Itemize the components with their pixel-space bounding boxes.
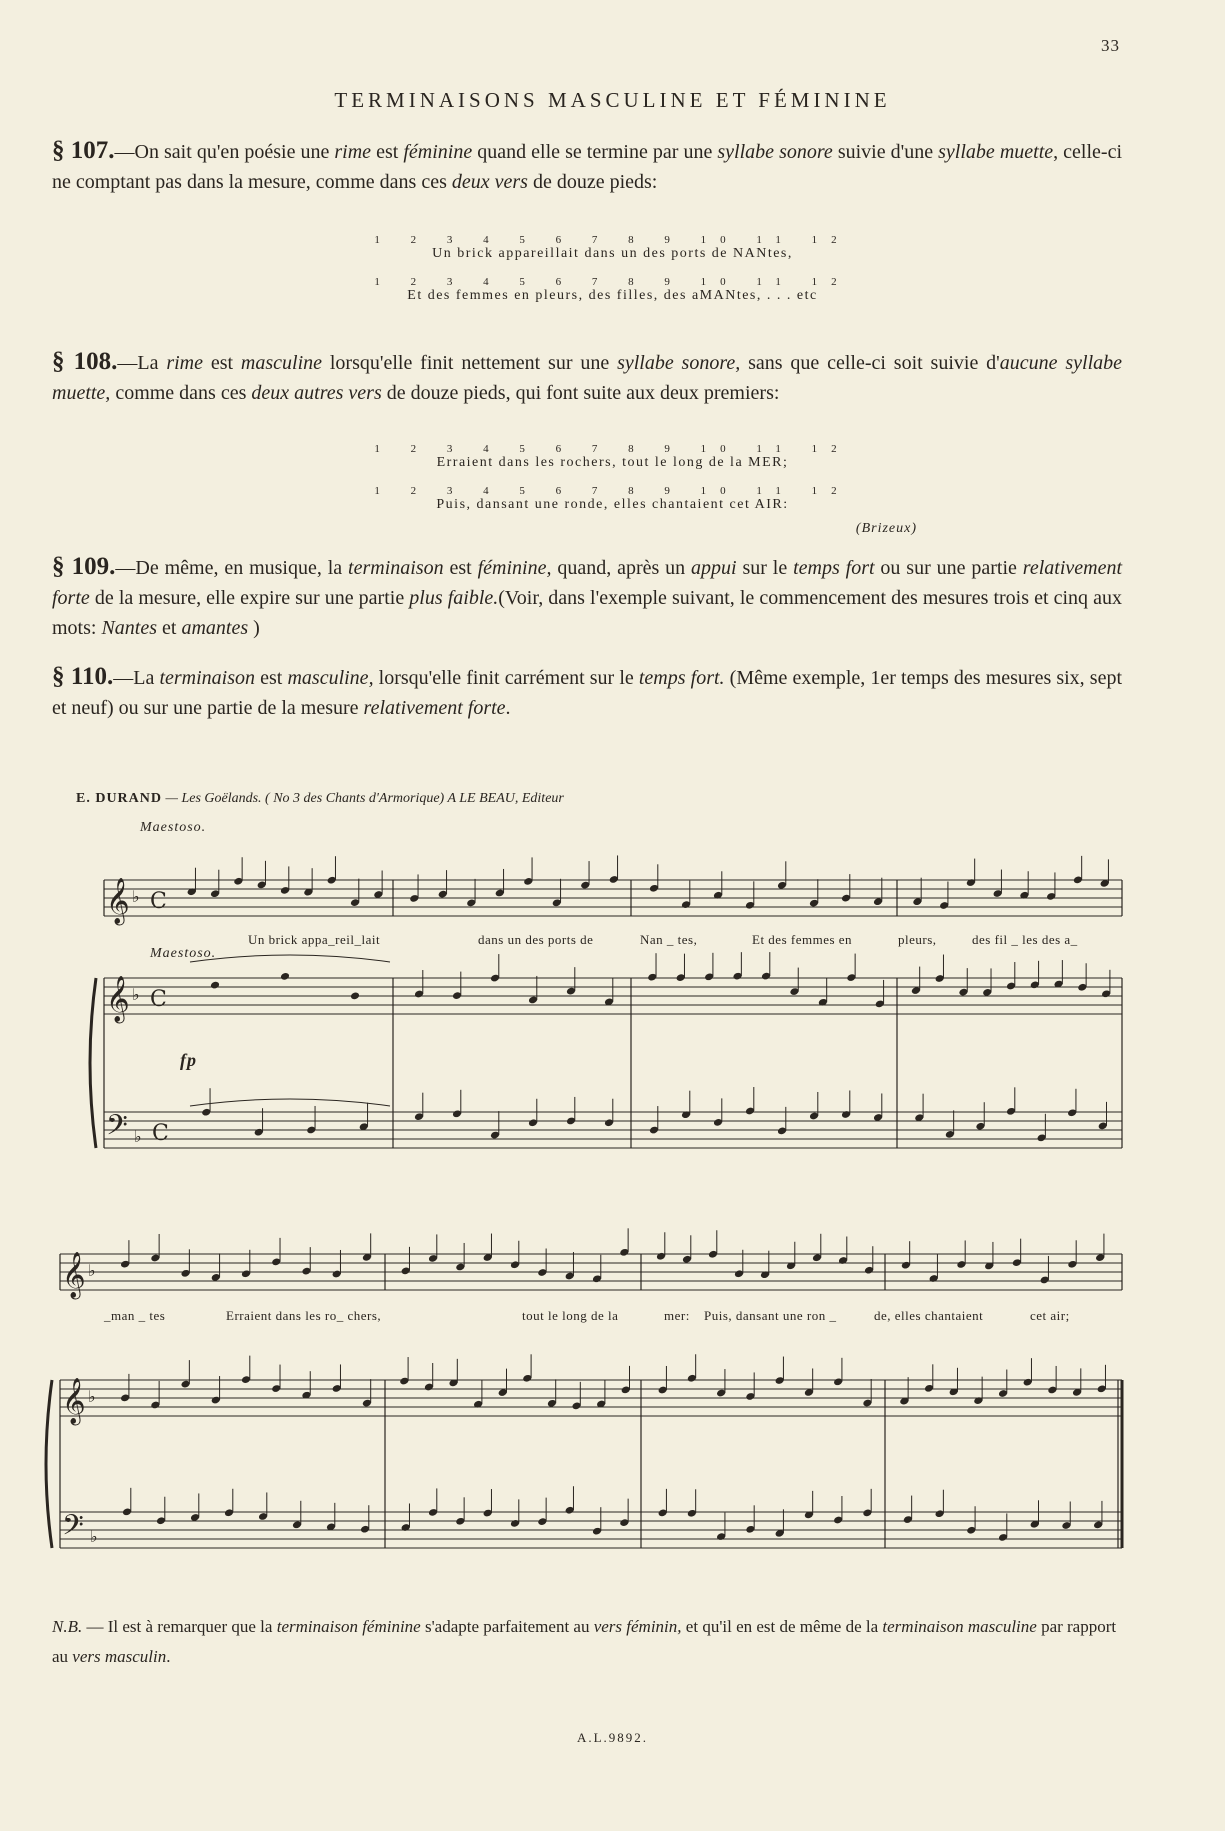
text-run: ) [248, 617, 260, 639]
text-run: quand elle se termine par une [472, 141, 718, 163]
time-signature: C [150, 987, 167, 1012]
treble-clef-icon: 𝄞 [62, 1252, 86, 1298]
syllable-numbers: 1 2 3 4 5 6 7 8 9 10 11 12 [374, 443, 851, 455]
syllable-numbers: 1 2 3 4 5 6 7 8 9 10 11 12 [374, 276, 851, 288]
lyric: mer: [664, 1308, 690, 1323]
text-run: est [443, 557, 478, 579]
page-number: 33 [1101, 36, 1120, 55]
text-run: —De même, en musique, la [115, 557, 349, 579]
note-head [280, 972, 290, 981]
text-run: lorsqu'elle finit carrément sur le [373, 667, 639, 689]
italic-run: terminaison [348, 557, 444, 579]
section-number: § 109. [52, 553, 116, 580]
italic-run: masculine [240, 352, 322, 374]
flat-icon: ♭ [134, 1127, 142, 1146]
italic-run: relativement forte [52, 557, 1122, 609]
flat-icon: ♭ [132, 887, 140, 906]
text-run: et qu'il en est de même de la [681, 1617, 883, 1636]
italic-run: relativement forte [363, 697, 506, 719]
italic-run: féminine [403, 141, 473, 163]
italic-run: temps fort. [638, 667, 725, 689]
flat-icon: ♭ [90, 1527, 98, 1546]
section-number: § 107. [52, 137, 115, 164]
verse-line: Erraient dans les rochers, tout le long de la MER; [436, 455, 789, 470]
slur [190, 1099, 390, 1106]
italic-run: appui [691, 557, 737, 579]
verse-line: Puis, dansant une ronde, elles chantaient cet AIR: [436, 497, 789, 512]
text-run: de la mesure, elle expire sur une partie [89, 587, 410, 609]
italic-run: aucune syllabe muette, [52, 352, 1123, 404]
lyric: des fil _ les des a_ [972, 932, 1078, 947]
text-run: sans que celle-ci soit suivie d' [740, 352, 1000, 374]
lyric: Erraient dans les ro_ chers, [226, 1308, 382, 1323]
lyric: _man _ tes [104, 1308, 166, 1323]
italic-run: rime [334, 141, 372, 163]
flat-icon: ♭ [88, 1387, 96, 1406]
piano-brace [90, 978, 96, 1148]
treble-clef-icon: 𝄞 [106, 976, 130, 1022]
text-run: et [157, 617, 182, 639]
italic-run: syllabe muette [938, 141, 1054, 163]
text-run: (Même exemple, 1er temps des mesures six, sept et neuf) ou sur une partie de la mesure [52, 667, 1123, 719]
lyric: Et des femmes en [752, 932, 853, 947]
italic-run: rime [166, 352, 203, 374]
lyric: Puis, dansant une ron _ [704, 1308, 837, 1323]
lyric: dans un des ports de [478, 932, 594, 947]
note-head [350, 991, 360, 1000]
verse-line: Et des femmes en pleurs, des filles, des aMANtes, . . . etc [407, 288, 818, 303]
verse-line: Un brick appareillait dans un des ports de NANtes, [432, 246, 793, 261]
page-title: TERMINAISONS MASCULINE ET FÉMININE [334, 88, 891, 112]
text-run: quand, après un [551, 557, 692, 579]
lyric: tout le long de la [522, 1308, 619, 1323]
time-signature: C [150, 889, 167, 914]
syllable-numbers: 1 2 3 4 5 6 7 8 9 10 11 12 [374, 234, 851, 246]
syllable-numbers: 1 2 3 4 5 6 7 8 9 10 11 12 [374, 485, 851, 497]
italic-run: deux autres vers [251, 382, 382, 404]
italic-run: vers féminin, [593, 1617, 682, 1636]
italic-run: plus faible. [409, 587, 499, 609]
text-run: de douze pieds: [527, 171, 658, 193]
text-run: . [505, 697, 511, 719]
work-title: — Les Goëlands. ( No 3 des Chants d'Armorique) A LE BEAU, Editeur [165, 791, 564, 806]
text-run: (Voir, dans l'exemple suivant, le commencement des mesures trois et cinq aux mots: [52, 587, 1123, 639]
composer: E. DURAND [76, 791, 162, 806]
treble-clef-icon: 𝄞 [62, 1378, 86, 1424]
text-run: de douze pieds, qui font suite aux deux premiers: [381, 382, 780, 404]
italic-run: masculine, [287, 667, 374, 689]
text-run: — Il est à remarquer que la [82, 1617, 277, 1636]
tempo-piano: Maestoso. [150, 946, 217, 961]
text-run: comme dans ces [110, 382, 252, 404]
text-run: est [371, 141, 404, 163]
italic-run: terminaison féminine [276, 1617, 421, 1636]
text-run: sur le [736, 557, 794, 579]
dynamic-marking: fp [180, 1050, 197, 1070]
italic-run: syllabe sonore [717, 141, 833, 163]
italic-run: vers masculin [72, 1647, 167, 1666]
text-run: suivie d'une [832, 141, 939, 163]
text-run: . [166, 1647, 171, 1666]
lyric: de, elles chantaient [874, 1308, 984, 1323]
text-run: s'adapte parfaitement au [420, 1617, 594, 1636]
text-run: —La [117, 352, 167, 374]
text-run: —On sait qu'en poésie une [114, 141, 335, 163]
treble-clef-icon: 𝄞 [106, 878, 130, 924]
bass-clef-icon: 𝄢 [62, 1509, 84, 1549]
italic-run: amantes [181, 617, 249, 639]
tempo-voice: Maestoso. [140, 820, 207, 835]
text-run: est [202, 352, 241, 374]
italic-run: féminine, [477, 557, 552, 579]
bass-clef-icon: 𝄢 [106, 1109, 128, 1149]
lyric: Nan _ tes, [640, 932, 698, 947]
text-run: , celle-ci ne comptant pas dans la mesure, comme dans ces [52, 141, 1123, 193]
note-head [210, 981, 220, 990]
nota-bene [52, 1612, 1122, 1672]
text-run: —La [113, 667, 160, 689]
slur [190, 955, 390, 962]
plate-number: A.L.9892. [576, 1730, 649, 1745]
attribution: (Brizeux) [855, 521, 917, 536]
flat-icon: ♭ [88, 1261, 96, 1280]
flat-icon: ♭ [132, 985, 140, 1004]
italic-run: terminaison masculine [882, 1617, 1037, 1636]
italic-run: deux vers [451, 171, 528, 193]
italic-run: temps fort [793, 557, 875, 579]
italic-run: N.B. [52, 1617, 83, 1636]
text-run: est [255, 667, 288, 689]
piano-brace [46, 1380, 52, 1548]
lyric: Un brick appa_reil_lait [248, 932, 381, 947]
italic-run: syllabe sonore, [617, 352, 741, 374]
text-run: par rapport au [52, 1617, 1117, 1666]
italic-run: Nantes [101, 617, 158, 639]
text-run: lorsqu'elle finit nettement sur une [322, 352, 618, 374]
lyric: cet air; [1030, 1308, 1070, 1323]
section-number: § 110. [52, 663, 114, 690]
italic-run: terminaison [159, 667, 256, 689]
time-signature: C [152, 1121, 169, 1146]
text-run: ou sur une partie [874, 557, 1023, 579]
section-number: § 108. [52, 348, 118, 375]
lyric: pleurs, [898, 932, 937, 947]
